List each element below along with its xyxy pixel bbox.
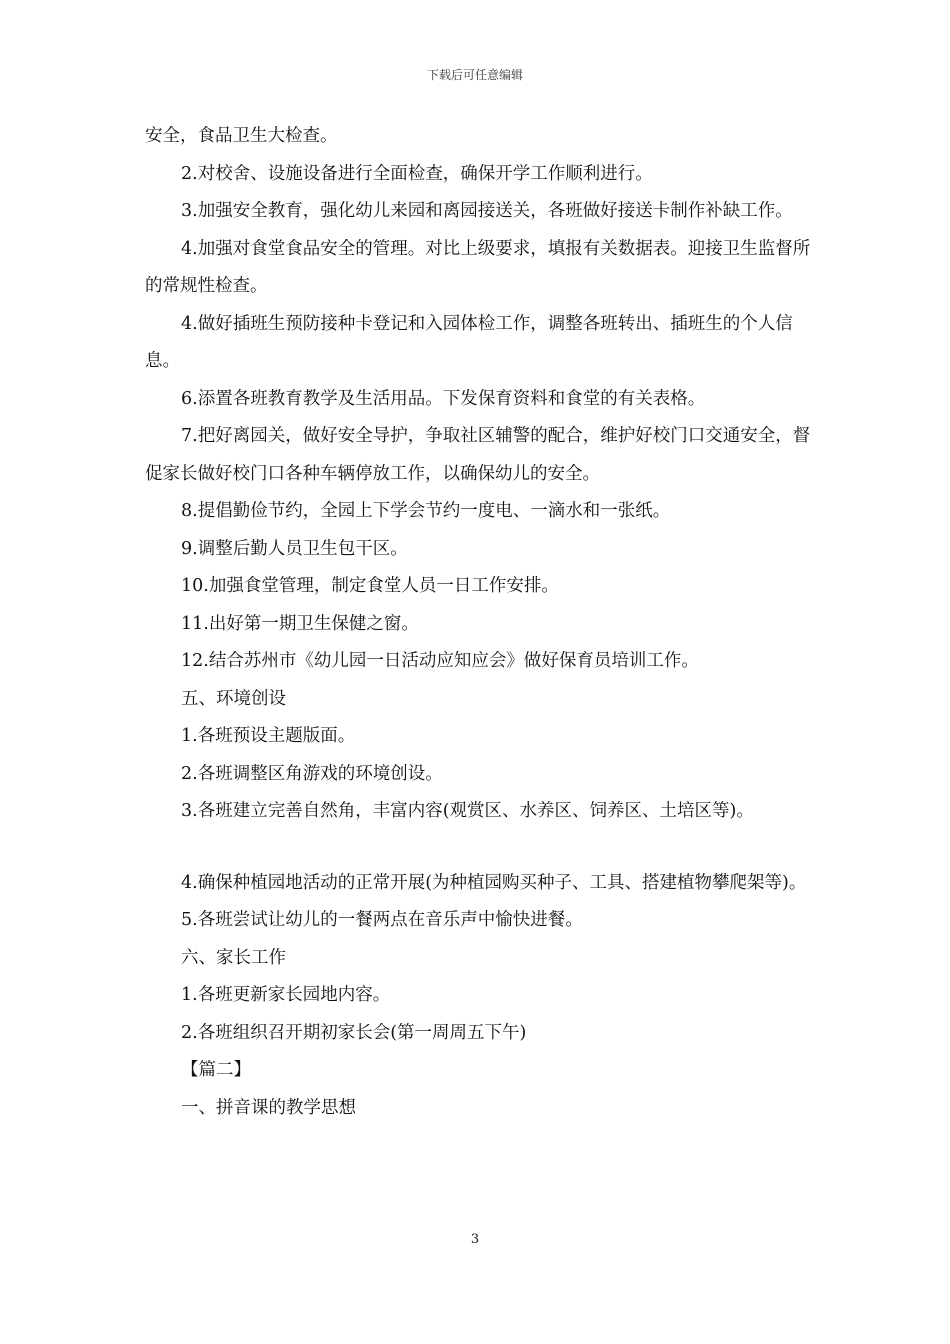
paragraph-11: 12.结合苏州市《幼儿园一日活动应知应会》做好保育员培训工作。 xyxy=(181,651,699,671)
paragraph-2: 3.加强安全教育，强化幼儿来园和离园接送关，各班做好接送卡制作补缺工作。 xyxy=(181,201,793,221)
section-heading-pinyin: 一、拼音课的教学思想 xyxy=(181,1097,356,1118)
paragraph-7: 8.提倡勤俭节约，全园上下学会节约一度电、一滴水和一张纸。 xyxy=(181,501,671,521)
paragraph-4: 4.做好插班生预防接种卡登记和入园体检工作，调整各班转出、插班生的个人信息。 xyxy=(145,313,793,371)
section-heading-part-two: 【篇二】 xyxy=(181,1060,251,1080)
paragraph-6: 7.把好离园关，做好安全导护，争取社区辅警的配合，维护好校门口交通安全，督促家长做好校门口各种车辆停放工作，以确保幼儿的安全。 xyxy=(145,426,811,484)
paragraph-5: 6.添置各班教育教学及生活用品。下发保育资料和食堂的有关表格。 xyxy=(181,388,706,409)
paragraph-9: 10.加强食堂管理，制定食堂人员一日工作安排。 xyxy=(181,576,559,596)
paragraph-16: 4.确保种植园地活动的正常开展(为种植园购买种子、工具、搭建植物攀爬架等)。 xyxy=(181,872,807,893)
paragraph-14: 2.各班调整区角游戏的环境创设。 xyxy=(181,763,443,784)
paragraph-1: 2.对校舍、设施设备进行全面检查，确保开学工作顺利进行。 xyxy=(181,163,653,184)
paragraph-8: 9.调整后勤人员卫生包干区。 xyxy=(181,538,408,559)
paragraph-10: 11.出好第一期卫生保健之窗。 xyxy=(181,613,419,634)
paragraph-0: 安全，食品卫生大检查。 xyxy=(145,126,338,146)
paragraph-3: 4.加强对食堂食品安全的管理。对比上级要求，填报有关数据表。迎接卫生监督所的常规性检查。 xyxy=(145,238,811,296)
paragraph-19: 1.各班更新家长园地内容。 xyxy=(181,985,391,1005)
page-number: 3 xyxy=(470,1232,480,1247)
document-body xyxy=(145,118,825,1127)
paragraph-20: 2.各班组织召开期初家长会(第一周周五下午) xyxy=(181,1022,527,1043)
paragraph-15: 3.各班建立完善自然角，丰富内容(观赏区、水养区、饲养区、土培区等)。 xyxy=(181,801,754,821)
paragraph-17: 5.各班尝试让幼儿的一餐两点在音乐声中愉快进餐。 xyxy=(181,910,583,930)
paragraph-13: 1.各班预设主题版面。 xyxy=(181,726,356,746)
page-header: 下载后可任意编辑 xyxy=(426,68,523,82)
section-heading-environment: 五、环境创设 xyxy=(181,688,286,709)
section-heading-parents: 六、家长工作 xyxy=(181,947,286,968)
